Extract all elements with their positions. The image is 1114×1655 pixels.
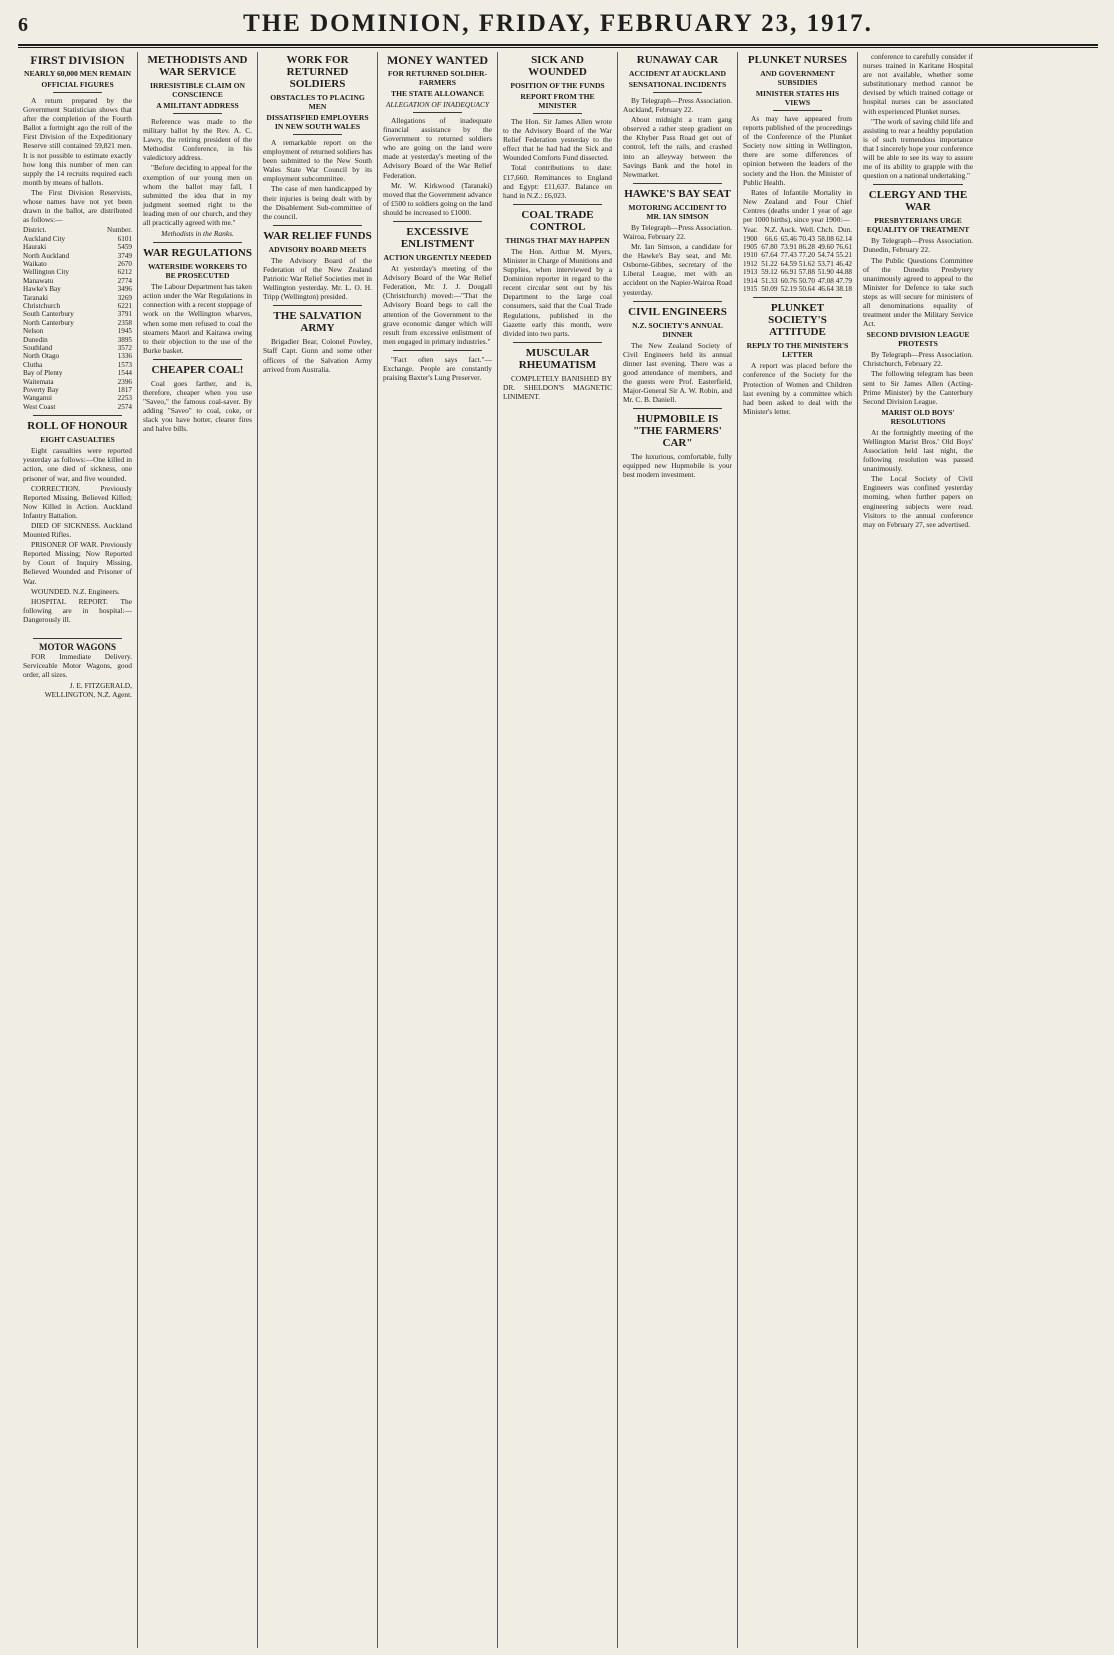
headline-excessive-enlistment: EXCESSIVE ENLISTMENT [400,226,475,251]
district-name: Poverty Bay [23,386,59,395]
district-name: Nelson [23,327,44,336]
district-count: 3749 [117,251,132,260]
table-row [23,268,132,276]
table-header: Number. [107,226,132,235]
column-7 [738,52,858,1648]
table-cell: 67.64 [761,251,778,260]
headline-plunket-nurses: PLUNKET NURSES [747,54,848,66]
subhead-dissatisfied-employers: DISSATISFIED EMPLOYERS IN NEW SOUTH WALES [266,113,369,131]
district-name: Bay of Plenty [23,369,63,378]
table-cell: 58.08 [817,234,834,243]
table-header: Dun. [837,226,852,235]
paragraph: Eight casualties were reported yesterday as follows:—One killed in action, one died of sickness, one prisoner of war, and five wounded. [23,446,132,483]
table-header: N.Z. [764,226,778,235]
newspaper-title: THE DOMINION, FRIDAY, FEBRUARY 23, 1917. [243,10,873,37]
district-count: 2253 [117,394,132,403]
district-name: South Canterbury [23,310,74,319]
subhead-irresistible-claim: IRRESISTIBLE CLAIM ON CONSCIENCE [150,81,245,99]
ad-motor-wagons-text: FOR Immediate Delivery. Serviceable Motor Wagons, good order, all sizes. [23,652,132,680]
table-cell: 77.20 [798,251,815,260]
district-name: Auckland City [23,234,66,243]
paragraph: Allegations of inadequate financial assistance by the Government to returned soldiers who are going on the land were made at yesterday's meeting of the Advisory Board of the War Relief Federation. [383,116,492,180]
table-cell: 51.90 [817,268,834,277]
paragraph: conference to carefully consider if nurses trained in Karitane Hospital are not available, whether some substitutionary method cannot be devised by which trained cottage or hospital nurses can be associated with experienced Plunket nurses. [863,52,973,116]
column-3 [258,52,378,1648]
district-name: Clutha [23,360,43,369]
headline-money-wanted: MONEY WANTED [386,53,488,67]
paragraph: As may have appeared from reports published of the proceedings of the Conference of the Plunket Society now sitting in Wellington, there are some differences of opinion between the leaders of the society and the Hon. the Minister of Public Health. [743,114,852,187]
headline-civil-engineers: CIVIL ENGINEERS [628,305,727,318]
paragraph: Mr. W. Kirkwood (Taranaki) moved that the Government advance of £500 to soldiers going on the land should be increased to £1000. [383,180,492,217]
subhead-official-figures: OFFICIAL FIGURES [41,80,114,89]
table-row [23,260,132,268]
headline-war-relief-funds: WAR RELIEF FUNDS [263,229,372,242]
table-cell: 46.64 [817,284,834,293]
subhead-sensational-incidents: SENSATIONAL INCIDENTS [628,80,727,89]
paragraph: At yesterday's meeting of the Advisory Board of the War Relief Federation, Mr. J. J. Dougall (Christchurch) moved:—"That the Advisory Board begs to call the attention of the Government to the grave economic danger which will result from excessive enlistment of men engaged in primary industries." [383,264,492,346]
table-cell: 1913 [743,268,758,277]
district-table [23,226,132,411]
district-name: Wanganui [23,394,52,403]
table-cell: 47.79 [835,276,852,285]
district-count: 2358 [117,318,132,327]
ad-lung-preserver: "Fact often says fact."—Exchange. People are constantly praising Baxter's Lung Preserver. [383,354,492,383]
column-1 [18,52,138,1648]
subhead-minister-states-views: MINISTER STATES HIS VIEWS [755,89,840,107]
headline-muscular-rheumatism: MUSCULAR RHEUMATISM [518,346,597,371]
subhead-obstacles: OBSTACLES TO PLACING MEN [270,93,365,111]
table-row [23,235,132,243]
table-row [23,310,132,318]
district-count: 2774 [117,276,132,285]
paragraph: HOSPITAL REPORT. The following are in hospital:— Dangerously ill. [23,596,132,624]
subhead-accident-auckland: ACCIDENT AT AUCKLAND [628,69,727,78]
page-number: 6 [18,14,28,36]
table-cell: 64.59 [780,259,797,268]
table-cell: 62.14 [835,234,852,243]
table-cell: 51.33 [761,276,778,285]
paragraph: A report was placed before the conference of the Society for the Protection of Women and Children last evening by a committee which had been asked to deal with the Minister's letter. [743,361,852,416]
table-cell: 1912 [743,259,758,268]
district-name: North Auckland [23,251,70,260]
subhead-nearly-60000: NEARLY 60,000 MEN REMAIN [23,69,132,78]
masthead-rule [18,44,1098,46]
table-row [23,352,132,360]
paragraph: The New Zealand Society of Civil Engineers held its annual dinner last evening. There was a good attendance of members, and the guests were Prof. Easterfield, Major-General Sir A. W. Robin, and Mr. C. B. Daniell. [623,340,732,405]
table-row [23,378,132,386]
subhead-advisory-board: ADVISORY BOARD MEETS [268,244,367,254]
paragraph: A return prepared by the Government Statistician shows that after the completion of the Fourth Ballot a fortnight ago the roll of the First Division of the Expeditionary Reserve still contained 59,821 men. It is not possible to estimate exactly how long this number of men can supply the 14 recruits required each month by means of ballots. [23,96,132,187]
paragraph: CORRECTION. Previously Reported Missing, Believed Killed; Now Killed in Action. Auckland Infantry Battalion. [23,483,132,520]
district-count: 3895 [117,335,132,344]
district-name: West Coast [23,402,56,411]
table-header: District. [23,226,47,235]
table-cell: 1905 [743,242,758,251]
district-name: Southland [23,344,53,352]
table-row [743,251,852,259]
district-count: 1573 [117,360,132,369]
subhead-things-that-may-happen: THINGS THAT MAY HAPPEN [505,235,610,245]
district-name: Waikato [23,259,47,268]
table-cell: 38.18 [835,284,852,293]
column-6 [618,52,738,1648]
column-8 [858,52,978,1648]
district-count: 3572 [117,344,132,352]
district-count: 2396 [117,377,132,386]
district-name: North Canterbury [23,318,74,327]
table-cell: 66.6 [764,234,778,243]
table-cell: 67.80 [761,242,778,251]
paragraph: The luxurious, comfortable, fully equipped new Hupmobile is your best modern investment. [623,452,732,480]
district-name: Taranaki [23,293,49,302]
table-row [23,252,132,260]
table-row [23,386,132,394]
subhead-returned-soldier-farmers: FOR RETURNED SOLDIER-FARMERS [387,69,488,87]
table-cell: 46.42 [835,259,852,268]
table-cell: 1914 [743,276,758,285]
district-name: Dunedin [23,335,48,344]
table-cell: 77.43 [780,251,797,260]
district-count: 3791 [117,310,132,319]
subhead-state-allowance: THE STATE ALLOWANCE [391,89,484,98]
table-header-row [23,226,132,234]
paragraph: The following telegram has been sent to Sir James Allen (Acting-Prime Minister) by the Canterbury Second Division League. [863,369,973,406]
headline-war-regulations: WAR REGULATIONS [143,247,252,260]
paragraph: By Telegraph—Press Association. Auckland, February 22. [623,96,732,115]
district-count: 1544 [117,369,132,378]
mortality-table [743,226,852,293]
paragraph: Reference was made to the military ballot by the Rev. A. C. Lawry, the retiring president of the Methodist Conference, in his valedictory address. [143,117,252,163]
table-cell: 1910 [743,251,758,260]
table-row [23,243,132,251]
paragraph: The Hon. Sir James Allen wrote to the Advisory Board of the War Relief Federation yesterday to the effect that he had had the Sick and Wounded Comforts Fund dissected. [503,117,612,163]
table-row [23,302,132,310]
table-cell: 44.88 [835,268,852,277]
paragraph: WOUNDED. N.Z. Engineers. [31,586,120,596]
district-name: Christchurch [23,301,61,310]
table-row [23,369,132,377]
table-row [743,268,852,276]
headline-cheaper-coal: CHEAPER COAL! [151,363,244,376]
table-row [23,327,132,335]
headline-sick-and-wounded: SICK AND WOUNDED [528,54,587,78]
subhead-government-subsidies: AND GOVERNMENT SUBSIDIES [760,69,835,87]
table-row [23,285,132,293]
headline-runaway-car: RUNAWAY CAR [636,54,719,66]
subhead-reply-to-minister: REPLY TO THE MINISTER'S LETTER [746,341,849,360]
table-cell: 54.74 [817,251,834,260]
paragraph: The Local Society of Civil Engineers was confined yesterday morning, when further papers on engineering subjects were read. Visitors to the annual conference may on February 27, see advertised. [863,474,973,529]
table-row [743,260,852,268]
subhead-waterside-workers: WATERSIDE WORKERS TO BE PROSECUTED [147,262,248,281]
paragraph: The Advisory Board of the Federation of the New Zealand Patriotic War Relief Societies met in Wellington yesterday. Mr. L. O. H. Tripp (Wellington) presided. [263,255,372,302]
district-name: Waitemata [23,377,54,386]
headline-hupmobile: HUPMOBILE IS "THE FARMERS' CAR" [633,413,722,450]
district-name: North Otago [23,352,60,361]
table-cell: 50.70 [798,276,815,285]
paragraph: The Labour Department has taken action under the War Regulations in connection with a recent stoppage of work on the Wellington wharves, when some men refused to coal the steamers Maori and Kaitawa owing to their objection to the use of the Burke basket. [143,282,252,355]
table-cell: 70.43 [798,234,815,243]
table-row [743,243,852,251]
text-filler [23,625,132,634]
district-count: 2574 [117,402,132,411]
district-count: 3496 [117,285,132,294]
subhead-position-of-funds: POSITION OF THE FUNDS [510,81,605,90]
table-cell: 1915 [743,284,758,293]
paragraph: About midnight a tram gang observed a rather steep gradient on the Khyber Pass Road get out of control, left the rails, and crashed into an alleyway between the Savings Bank and the hotel in Newmarket. [623,115,732,179]
paragraph: DIED OF SICKNESS. Auckland Mounted Rifles. [23,521,132,540]
table-cell: 53.71 [817,259,834,268]
table-cell: 52.19 [780,284,797,293]
headline-clergy-and-war: CLERGY AND THE WAR [868,189,968,214]
ad-signature: J. E. FITZGERALD, WELLINGTON, N.Z. Agent. [44,680,132,699]
table-row [23,319,132,327]
district-name: Hauraki [23,243,47,252]
paragraph: The Public Questions Committee of the Dunedin Presbytery unanimously agreed to appeal to the Minister for Defence to take such steps as will secure for ministers of all denominations equality of treatment under the Military Service Act. [863,255,973,329]
paragraph: By Telegraph—Press Association. Christchurch, February 22. [863,350,973,369]
table-cell: 47.08 [817,276,834,285]
paragraph: "The work of saving child life and assisting to rear a healthy population is of such tremendous importance that I sincerely hope your conference will be able to see its way to assure me of its ability to grapple with the question on a national undertaking." [863,116,973,181]
subhead-allegation: ALLEGATION OF INADEQUACY [385,100,490,109]
paragraph: Rates of Infantile Mortality in New Zealand and Four Chief Centres (deaths under 1 year of age per 1000 births), since year 1900:— [743,187,852,225]
subhead-annual-dinner: N.Z. SOCIETY'S ANNUAL DINNER [632,320,723,339]
subhead-action-urgently-needed: ACTION URGENTLY NEEDED [383,253,492,263]
district-name: Wellington City [23,268,69,277]
paragraph: The First Division Reservists, whose names have not yet been drawn in the ballot, are distributed as follows:— [23,187,132,225]
district-count: 6221 [117,301,132,310]
table-cell: 59.12 [761,268,778,277]
paragraph: COMPLETELY BANISHED BY DR. SHELDON'S MAGNETIC LINIMENT. [503,373,612,401]
table-row [23,344,132,352]
subhead-militant-address: A MILITANT ADDRESS [156,101,239,110]
masthead-rule-thin [18,47,1098,48]
table-row [23,361,132,369]
table-row [743,277,852,285]
paragraph: At the fortnightly meeting of the Wellington Marist Bros.' Old Boys' Association held last night, the following resolution was passed unanimously. [863,427,973,474]
table-cell: 65.46 [780,234,797,243]
table-row [23,294,132,302]
paragraph: A remarkable report on the employment of returned soldiers has been submitted to the New South Wales State War Council by its employment subcommittee. [263,138,372,184]
table-cell: 57.88 [798,268,815,277]
paragraph: By Telegraph—Press Association. Wairoa, February 22. [623,222,732,241]
paragraph: By Telegraph—Press Association. Dunedin, February 22. [863,236,973,255]
paragraph: Coal goes farther, and is, therefore, cheaper when you use "Saveo," the famous coal-saver. By adding "Saveo" to coal, coke, or slack you have hotter, clearer fires and halve bills. [143,378,252,434]
table-header: Chch. [816,226,834,235]
table-cell: 51.62 [798,259,815,268]
subhead-eight-casualties: EIGHT CASUALTIES [40,435,115,445]
headline-plunket-attitude: PLUNKET SOCIETY'S ATTITUDE [768,302,827,339]
paragraph: Brigadier Bear, Colonel Powley, Staff Capt. Gunn and some other officers of the Salvation Army arrived from Australia. [263,337,372,374]
table-row [743,285,852,293]
paragraph: Total contributions to date: £17,660. Remittances to England and Egypt: £11,637. Balance on hand in N.Z.: £6,023. [503,163,612,200]
district-count: 2670 [117,259,132,268]
subhead-second-division-league: SECOND DIVISION LEAGUE PROTESTS [866,330,970,349]
paragraph: Mr. Ian Simson, a candidate for the Hawke's Bay seat, and Mr. Osborne-Gibbes, secretary of the Liberal League, met with an accident on the Napier-Wairoa Road yesterday. [623,242,732,297]
table-cell: 73.91 [780,242,797,251]
table-cell: 76.61 [835,242,852,251]
subhead-report-from-minister: REPORT FROM THE MINISTER [520,92,595,110]
district-name: Hawke's Bay [23,285,61,294]
table-cell: 50.64 [798,284,815,293]
table-cell: 55.21 [835,251,852,260]
headline-first-division: FIRST DIVISION [30,53,125,67]
district-count: 6101 [117,234,132,243]
table-row [23,403,132,411]
district-name: Manawatu [23,276,54,285]
subhead-presbyterians: PRESBYTERIANS URGE EQUALITY OF TREATMENT [866,216,970,235]
paragraph: PRISONER OF WAR. Previously Reported Missing; Now Reported by Court of Inquiry Missing, Believed Wounded and Prisoner of War. [23,540,132,586]
table-row [743,235,852,243]
table-header: Year. [743,226,758,235]
district-count: 1336 [117,352,132,361]
crosshead: Methodists in the Ranks. [161,229,234,239]
table-cell: 60.76 [780,276,797,285]
ad-motor-wagons-heading: MOTOR WAGONS [39,642,116,653]
paragraph: The Hon. Arthur M. Myers, Minister in Charge of Munitions and Supplies, when interviewed by a Dominion reporter in regard to the recent circular sent out by his Department to the large coal consumers, said that the Coal Trade Regulations, published in the Gazette early this month, were divided into two parts. [503,246,612,338]
column-5 [498,52,618,1648]
masthead [18,10,1098,42]
table-cell: 66.91 [780,268,797,277]
newspaper-columns [18,52,1098,1648]
district-count: 1945 [117,327,132,336]
column-2 [138,52,258,1648]
table-row [23,277,132,285]
paragraph: The case of men handicapped by their injuries is being dealt with by the Disablement Sub-committee of the council. [263,184,372,221]
table-cell: 50.09 [761,284,778,293]
table-header: Auck. [779,226,797,235]
headline-coal-trade-control: COAL TRADE CONTROL [521,208,594,233]
subhead-motoring-accident: MOTORING ACCIDENT TO MR. IAN SIMSON [628,202,727,221]
headline-salvation-army: THE SALVATION ARMY [273,310,362,335]
headline-methodists: METHODISTS AND WAR SERVICE [147,54,248,78]
paragraph: "Before deciding to appeal for the exemption of our young men on whom the ballot may fall, I submitted the idea that in my judgment seemed right to the leading men of our church, and they all practically agreed with me." [143,163,252,228]
district-count: 5459 [117,243,132,252]
headline-roll-of-honour: ROLL OF HONOUR [27,420,128,433]
district-count: 1817 [117,386,132,395]
table-cell: 86.28 [798,242,815,251]
headline-work-for-soldiers: WORK FOR RETURNED SOLDIERS [286,54,349,90]
table-cell: 49.60 [817,242,834,251]
table-cell: 51.22 [761,259,778,268]
table-cell: 1900 [743,234,758,243]
subhead-marist-old-boys: MARIST OLD BOYS' RESOLUTIONS [881,407,955,426]
table-row [23,394,132,402]
table-header: Well. [799,226,815,235]
table-header-row [743,226,852,234]
table-row [23,336,132,344]
district-count: 6212 [117,268,132,277]
headline-hawkes-bay-seat: HAWKE'S BAY SEAT [624,187,731,200]
district-count: 3269 [117,293,132,302]
column-4 [378,52,498,1648]
